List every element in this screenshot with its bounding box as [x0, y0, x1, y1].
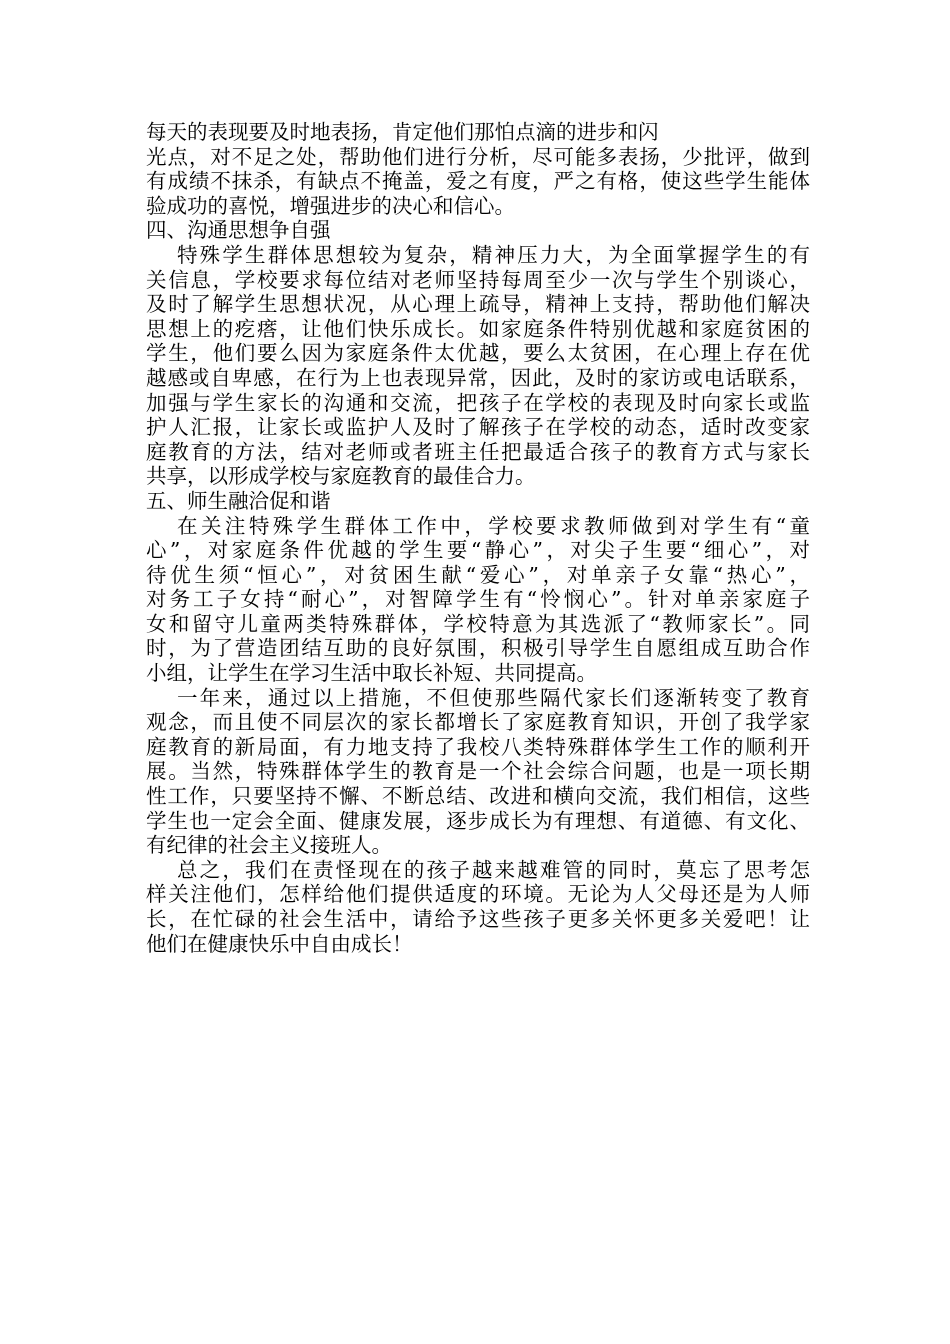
- section-heading: 四、沟通思想争自强: [146, 218, 331, 243]
- text-line: 有纪律的社会主义接班人。: [146, 833, 392, 858]
- text-line: 对务工子女持“耐心”，对智障学生有“怜悯心”。针对单亲家庭子: [146, 587, 810, 612]
- text-line: 及时了解学生思想状况，从心理上疏导，精神上支持，帮助他们解决: [146, 292, 810, 317]
- text-line: 学生，他们要么因为家庭条件太优越，要么太贫困，在心理上存在优: [146, 341, 810, 366]
- text-line: 待优生须“恒心”，对贫困生献“爱心”，对单亲子女靠“热心”，: [146, 562, 810, 587]
- section-heading: 五、师生融洽促和谐: [146, 488, 331, 513]
- text-line: 展。当然，特殊群体学生的教育是一个社会综合问题，也是一项长期: [146, 759, 810, 784]
- text-line: 总之，我们在责怪现在的孩子越来越难管的同时，莫忘了思考怎: [177, 857, 810, 882]
- text-line: 学生也一定会全面、健康发展，逐步成长为有理想、有道德、有文化、: [146, 808, 810, 833]
- text-line: 心”，对家庭条件优越的学生要“静心”，对尖子生要“细心”，对: [146, 538, 810, 563]
- text-line: 性工作，只要坚持不懈、不断总结、改进和横向交流，我们相信，这些: [146, 784, 810, 809]
- text-line: 越感或自卑感，在行为上也表现异常，因此，及时的家访或电话联系，: [146, 365, 810, 390]
- text-line: 验成功的喜悦，增强进步的决心和信心。: [146, 193, 515, 218]
- text-line: 他们在健康快乐中自由成长！: [146, 931, 413, 956]
- text-line: 样关注他们，怎样给他们提供适度的环境。无论为人父母还是为人师: [146, 882, 810, 907]
- text-line: 小组，让学生在学习生活中取长补短、共同提高。: [146, 661, 597, 686]
- text-line: 在关注特殊学生群体工作中，学校要求教师做到对学生有“童: [177, 513, 810, 538]
- text-line: 护人汇报，让家长或监护人及时了解孩子在学校的动态，适时改变家: [146, 415, 810, 440]
- text-line: 观念，而且使不同层次的家长都增长了家庭教育知识，开创了我学家: [146, 710, 810, 735]
- text-line: 女和留守儿童两类特殊群体，学校特意为其选派了“教师家长”。同: [146, 611, 810, 636]
- text-line: 共享，以形成学校与家庭教育的最佳合力。: [146, 464, 536, 489]
- text-line: 光点，对不足之处，帮助他们进行分析，尽可能多表扬，少批评，做到: [146, 144, 810, 169]
- text-line: 庭教育的方法，结对老师或者班主任把最适合孩子的教育方式与家长: [146, 439, 810, 464]
- text-line: 特殊学生群体思想较为复杂，精神压力大，为全面掌握学生的有: [177, 242, 810, 267]
- text-line: 有成绩不抹杀，有缺点不掩盖，爱之有度，严之有格，使这些学生能体: [146, 169, 810, 194]
- text-line: 长，在忙碌的社会生活中，请给予这些孩子更多关怀更多关爱吧！让: [146, 907, 810, 931]
- body-text: [146, 120, 810, 956]
- text-line: 加强与学生家长的沟通和交流，把孩子在学校的表现及时向家长或监: [146, 390, 810, 415]
- text-line: 一年来，通过以上措施，不但使那些隔代家长们逐渐转变了教育: [177, 685, 810, 710]
- text-line: 思想上的疙瘩，让他们快乐成长。如家庭条件特别优越和家庭贫困的: [146, 316, 810, 341]
- text-line: 庭教育的新局面，有力地支持了我校八类特殊群体学生工作的顺利开: [146, 734, 810, 759]
- text-line: 每天的表现要及时地表扬，肯定他们那怕点滴的进步和闪: [146, 120, 659, 144]
- text-line: 时，为了营造团结互助的良好氛围，积极引导学生自愿组成互助合作: [146, 636, 810, 661]
- text-line: 关信息，学校要求每位结对老师坚持每周至少一次与学生个别谈心，: [146, 267, 810, 292]
